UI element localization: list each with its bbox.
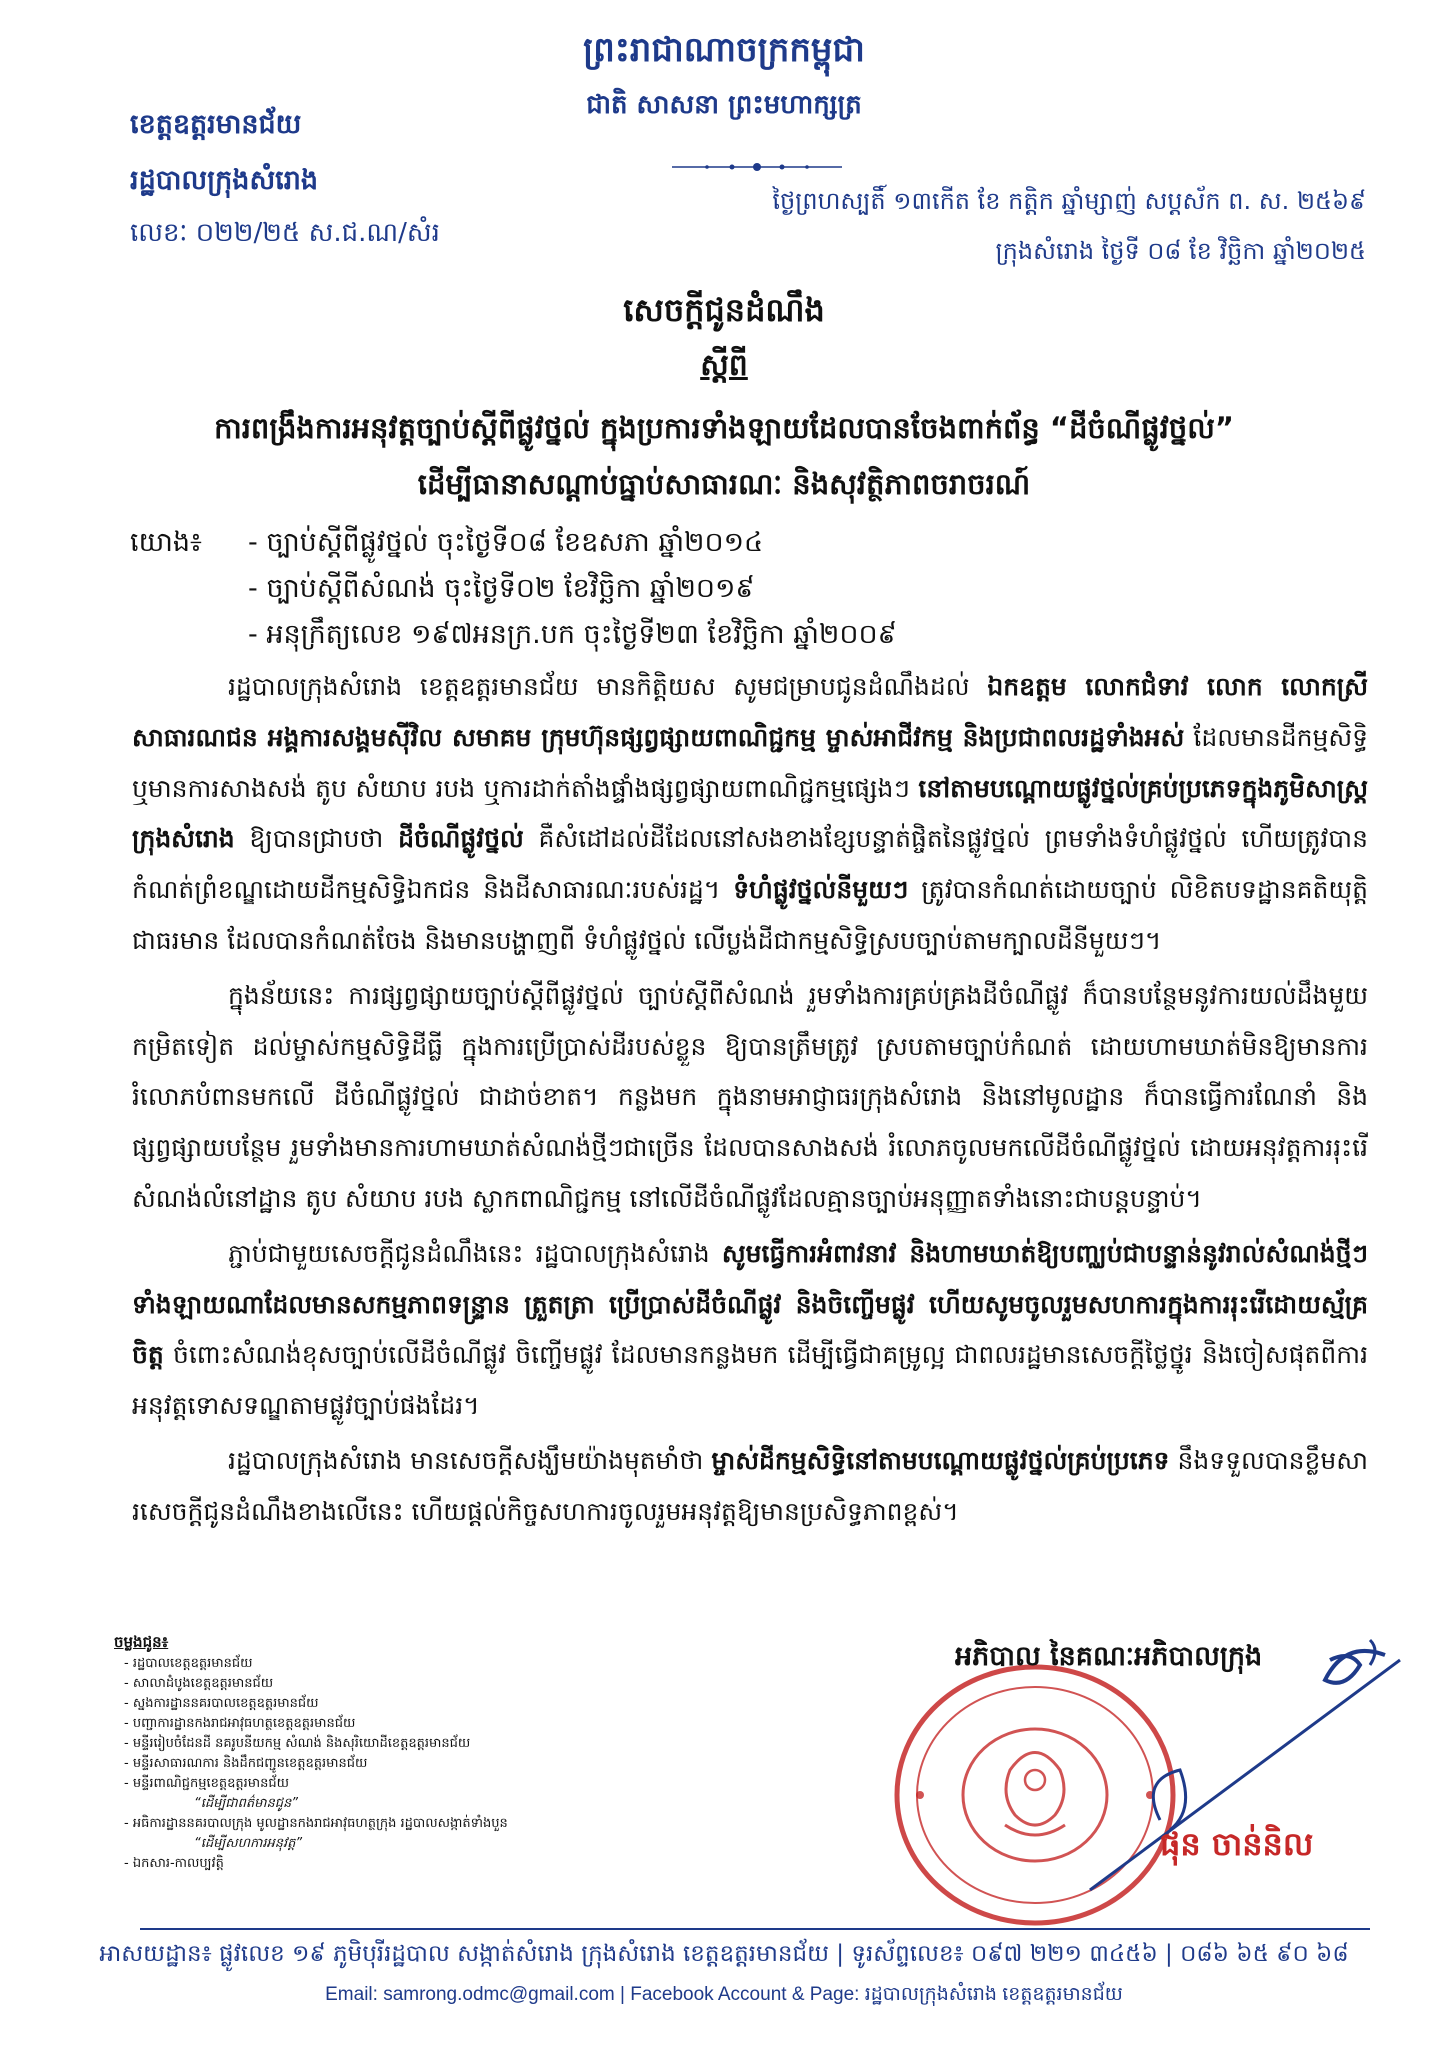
signatory-name: ផុន ចាន់និល [1160,1825,1314,1863]
cc-item: - ឯកសារ-កាលប្បវត្តិ [124,1856,224,1871]
province-name: ខេត្តឧត្តរមានជ័យ [130,109,302,140]
reference-item: - អនុក្រឹត្យលេខ ១៩៧អនក្រ.បក ចុះថ្ងៃទី២៣ ខែវិច្ឆិកា ឆ្នាំ២០០៩ [248,619,897,650]
cc-purpose-note: “ដើម្បីសហការអនុវត្ត” [194,1836,303,1851]
cc-purpose-note: “ដើម្បីជាពត៌មានជូន” [194,1796,298,1811]
cc-item: - មន្ទីររៀបចំដែនដី នគរូបនីយកម្ម សំណង់ និងសុរិយោដីខេត្តឧត្តរមានជ័យ [124,1736,471,1751]
footer-contact: Email: samrong.odmc@gmail.com | Facebook Account & Page: រដ្ឋបាលក្រុងសំរោង ខេត្តឧត្តរមានជ័យ [325,1984,1123,2005]
cc-item: - អធិការដ្ឋាននគរបាលក្រុង មូលដ្ឋានកងរាជអាវុធហត្ថក្រុង រដ្ឋបាលសង្កាត់ទាំងបួន [124,1816,508,1831]
administration-name: រដ្ឋបាលក្រុងសំរោង [130,165,318,196]
cc-item: - សាលាដំបូងខេត្តឧត្តរមានជ័យ [124,1676,274,1691]
cc-item: - ស្នងការដ្ឋាននគរបាលខេត្តឧត្តរមានជ័យ [124,1696,319,1711]
body-paragraph-3: ភ្ជាប់ជាមួយសេចក្តីជូនដំណឹងនេះ រដ្ឋបាលក្រុងសំរោង សូមធ្វើការអំពាវនាវ និងហាមឃាត់ឱ្យបញ្ឈប់ជាបន្ទាន់នូវរាល់សំណង់ថ្មីៗទាំងឡាយណាដែលមានសកម្មភាពទន្ទ្រាន ត្រួតត្រា ប្រើប្រាស់ដីចំណីផ្លូវ និងចិញ្ចើមផ្លូវ ហើយសូមចូលរួមសហការក្នុងការរុះរើដោយស្ម័គ្រចិត្ត ចំពោះសំណង់ខុសច្បាប់លើដីចំណីផ្លូវ ចិញ្ចើមផ្លូវ ដែលមានកន្លងមក ដើម្បីធ្វើជាគម្រូល្អ ជាពលរដ្ឋមានសេចក្តីថ្លៃថ្នូរ និងចៀសផុតពីការអនុវត្តទោសទណ្ឌតាមផ្លូវច្បាប់ផងដែរ។ [132,1238,1368,1421]
cc-list [114,1632,674,1874]
document-subject [100,400,1348,512]
cc-item: - មន្ទីរពាណិជ្ជកម្មខេត្តឧត្តរមានជ័យ [124,1776,289,1791]
reference-item: - ច្បាប់ស្តីពីសំណង់ ចុះថ្ងៃទី០២ ខែវិច្ឆិកា ឆ្នាំ២០១៩ [248,573,755,604]
solar-date: ក្រុងសំរោង ថ្ងៃទី ០៨ ខែ វិច្ឆិកា ឆ្នាំ២០២៥ [995,237,1366,265]
cc-title: ចម្លងជូន៖ [114,1633,169,1651]
cc-item: - បញ្ជាការដ្ឋានកងរាជអាវុធហត្ថខេត្តឧត្តរមានជ័យ [124,1716,356,1731]
subject-line-2: ដើម្បីធានាសណ្តាប់ធ្នាប់សាធារណៈ និងសុវត្ថិភាពចរាចរណ៍ [417,467,1031,501]
letter-body [132,662,1368,1542]
subject-line-1: ការពង្រឹងការអនុវត្តច្បាប់ស្តីពីផ្លូវថ្នល់ ក្នុងប្រការទាំងឡាយដែលបានចែងពាក់ព័ន្ធ “ដីចំណីផ្លូវថ្នល់” [214,411,1234,445]
body-paragraph-2: ក្នុងន័យនេះ ការផ្សព្វផ្សាយច្បាប់ស្តីពីផ្លូវថ្នល់ ច្បាប់ស្តីពីសំណង់ រួមទាំងការគ្រប់គ្រងដីចំណីផ្លូវ ក៏បានបន្ថែមនូវការយល់ដឹងមួយកម្រិតទៀត ដល់ម្ចាស់កម្មសិទ្ធិដីធ្លី ក្នុងការប្រើប្រាស់ដីរបស់ខ្លួន ឱ្យបានត្រឹមត្រូវ ស្របតាមច្បាប់កំណត់ ដោយហាមឃាត់មិនឱ្យមានការរំលោភបំពានមកលើ ដីចំណីផ្លូវថ្នល់ ជាដាច់ខាត។ កន្លងមក ក្នុងនាមអាជ្ញាធរក្រុងសំរោង និងនៅមូលដ្ឋាន ក៏បានធ្វើការណែនាំ និងផ្សព្វផ្សាយបន្ថែម រួមទាំងមានការហាមឃាត់សំណង់ថ្មីៗជាច្រើន ដែលបានសាងសង់ រំលោភចូលមកលើដីចំណីផ្លូវថ្នល់ ដោយអនុវត្តការរុះរើ សំណង់លំនៅដ្ឋាន តូប សំយាប របង ស្លាកពាណិជ្ជកម្ម នៅលើដីចំណីផ្លូវដែលគ្មានច្បាប់អនុញ្ញាតទាំងនោះជាបន្តបន្ទាប់។ [132,980,1368,1213]
footer-address: អាសយដ្ឋាន៖ ផ្លូវលេខ ១៩ ភូមិបុរីរដ្ឋបាល សង្កាត់សំរោង ក្រុងសំរោង ខេត្តឧត្តរមានជ័យ | ទូរស័ព្ទលេខ៖ ០៩៧ ២២១ ៣៤៥៦ | ០៨៦ ៦៥ ៩០ ៦៨ [99,1941,1349,1967]
references-block [130,520,1330,658]
body-paragraph-1: រដ្ឋបាលក្រុងសំរោង ខេត្តឧត្តរមានជ័យ មានកិត្តិយស សូមជម្រាបជូនដំណឹងដល់ ឯកឧត្តម លោកជំទាវ លោក លោកស្រី សាធារណជន អង្គការសង្គមស៊ីវិល សមាគម ក្រុមហ៊ុនផ្សព្វផ្សាយពាណិជ្ជកម្ម ម្ចាស់អាជីវកម្ម និងប្រជាពលរដ្ឋទាំងអស់ ដែលមានដីកម្មសិទ្ធិ ឬមានការសាងសង់ តូប សំយាប របង ឬការដាក់តាំងផ្ទាំងផ្សព្វផ្សាយពាណិជ្ជកម្មផ្សេងៗ នៅតាមបណ្តោយផ្លូវថ្នល់គ្រប់ប្រភេទក្នុងភូមិសាស្ត្រក្រុងសំរោង ឱ្យបានជ្រាបថា ដីចំណីផ្លូវថ្នល់ គឺសំដៅដល់ដីដែលនៅសងខាងខ្សែបន្ទាត់ផ្ចិតនៃផ្លូវថ្នល់ ព្រមទាំងទំហំផ្លូវថ្នល់ ហើយត្រូវបានកំណត់ព្រំខណ្ឌដោយដីកម្មសិទ្ធិឯកជន និងដីសាធារណៈរបស់រដ្ឋ។ ទំហំផ្លូវថ្នល់នីមួយៗ ត្រូវបានកំណត់ដោយច្បាប់ លិខិតបទដ្ឋានគតិយុត្តិជាធរមាន ដែលបានកំណត់ចែង និងមានបង្ហាញពី ទំហំផ្លូវថ្នល់ លើប្លង់ដីជាកម្មសិទ្ធិស្របច្បាប់តាមក្បាលដីនីមួយៗ។ [132,672,1368,955]
footer-divider [140,1928,1370,1930]
national-motto: ជាតិ សាសនា ព្រះមហាក្សត្រ [586,90,862,120]
document-title: សេចក្តីជូនដំណឹង [623,291,825,329]
body-paragraph-4: រដ្ឋបាលក្រុងសំរោង មានសេចក្តីសង្ឃឹមយ៉ាងមុតមាំថា ម្ចាស់ដីកម្មសិទ្ធិនៅតាមបណ្តោយផ្លូវថ្នល់គ្រប់ប្រភេទ នឹងទទួលបានខ្លឹមសារសេចក្តីជូនដំណឹងខាងលើនេះ ហើយផ្តល់កិច្ចសហការចូលរួមអនុវត្តឱ្យមានប្រសិទ្ធភាពខ្ពស់។ [132,1445,1368,1526]
kingdom-heading: ព្រះរាជាណាចក្រកម្ពុជា [583,30,865,70]
reference-item: - ច្បាប់ស្តីពីផ្លូវថ្នល់ ចុះថ្ងៃទី០៨ ខែឧសភា ឆ្នាំ២០១៤ [248,527,764,558]
document-re-label: ស្តីពី [700,348,748,383]
cc-item: - មន្ទីរសាធារណការ និងដឹកជញ្ជូនខេត្តឧត្តរមានជ័យ [124,1756,368,1771]
cc-item: - រដ្ឋបាលខេត្តឧត្តរមានជ័យ [124,1656,253,1671]
lunar-date: ថ្ងៃព្រហស្បតិ៍ ១៣កើត ខែ កត្តិក ឆ្នាំម្សាញ់ សប្តស័ក ព. ស. ២៥៦៩ [772,187,1366,215]
signatory-title: អភិបាល នៃគណៈអភិបាលក្រុង [955,1641,1263,1672]
references-label: យោង៖ [130,527,202,558]
ornament-divider-icon [672,160,842,174]
reference-number: លេខៈ ០២២/២៥ ស.ជ.ណ/សំរ [130,218,440,248]
